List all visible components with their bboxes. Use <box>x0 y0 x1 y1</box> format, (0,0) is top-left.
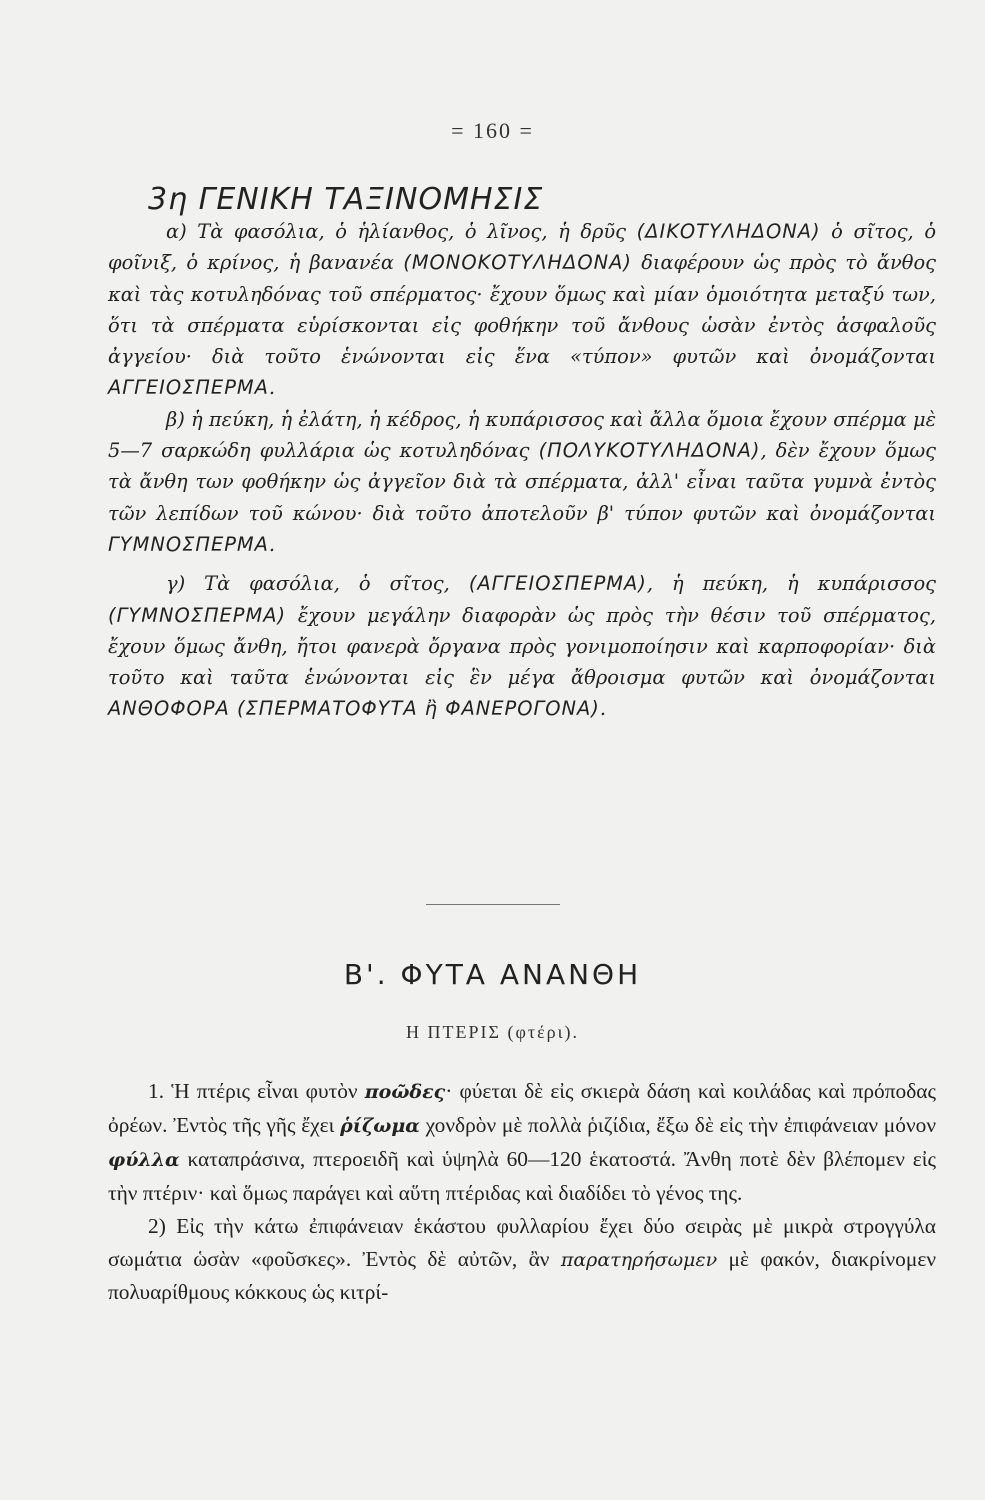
item-b-text-1: β) ἡ πεύκη, ἡ ἐλάτη, ἡ κέδρος, ἡ κυπάρισσος καὶ ἄλλα ὅμοια ἔχουν σπέρμα μὲ 5—7 σαρκώδη φυλλάρια ὡς κοτυληδόνας <box>108 407 936 463</box>
item-b-text-2: , δὲν ἔχουν ὅμως τὰ ἄνθη των φοθήκην ὡς ἀγγεῖον διὰ τὰ σπέρματα, ἀλλ' εἶναι ταῦτα γυμνὰ ἐντὸς τῶν λεπίδων τοῦ κώνου· διὰ τοῦτο ἀποτελοῦν β' τύπον φυτῶν καὶ ὀνομάζονται <box>108 439 936 525</box>
item-a <box>108 216 936 404</box>
part-heading: Β'. ΦΥΤΑ ΑΝΑΝΘΗ <box>343 958 642 991</box>
item-a-text-3: διαφέρουν ὡς πρὸς τὸ ἄνθος καὶ τὰς κοτυληδόνας τοῦ σπέρματος· ἔχουν ὅμως καὶ μίαν ὁμοιότητα μεταξύ των, ὅτι τὰ σπέρματα εὑρίσκονται εἰς φοθήκην τοῦ ἄνθους ὡσὰν ἐντὸς ἀσφαλοῦς ἀγγείου· διὰ τοῦτο ἑνώνονται εἰς ἕνα «τύπον» φυτῶν καὶ ὀνομάζονται <box>108 251 936 369</box>
p1-text-1: 1. Ἡ πτέρις εἶναι φυτὸν <box>148 1079 365 1103</box>
item-b-caps-1: (ΠΟΛΥΚΟΤΥΛΗΔΟΝΑ) <box>538 439 761 463</box>
item-c-text-4: . <box>599 697 607 721</box>
item-b-caps-2: ΓΥΜΝΟΣΠΕΡΜΑ <box>108 532 269 556</box>
item-c-text-1: γ) Τὰ φασόλια, ὁ σῖτος, <box>166 572 469 596</box>
item-c-text-2: , ἡ πεύκη, ἡ κυπάρισσος <box>646 572 937 596</box>
item-a-text-4: . <box>268 376 276 400</box>
classification-text <box>108 216 936 725</box>
p1-emph-2: ῥίζωμα <box>340 1114 420 1137</box>
subheading: Η ΠΤΕΡΙΣ (φτέρι). <box>406 1022 579 1042</box>
item-c-caps-1: (ΑΓΓΕΙΟΣΠΕΡΜΑ) <box>468 572 647 596</box>
item-c-caps-2: (ΓΥΜΝΟΣΠΕΡΜΑ) <box>108 603 287 627</box>
p1-emph-1: ποῶδες <box>364 1081 446 1103</box>
item-a-text-2: ὁ σῖτος, ὁ φοῖνιξ, ὁ κρίνος, ἡ βανανέα <box>108 220 936 275</box>
item-b-text-3: . <box>268 532 276 556</box>
p2-text-2: μὲ φακόν, διακρίνομεν πολυαρίθμους κόκκους ὡς κιτρί- <box>108 1246 936 1305</box>
pteris-text <box>108 1075 936 1309</box>
item-c-text-3: ἔχουν μεγάλην διαφορὰν ὡς πρὸς τὴν θέσιν τοῦ σπέρματος, ἔχουν ὅμως ἄνθη, ἤτοι φανερὰ ὄργανα πρὸς γονιμοποίησιν καὶ καρποφορίαν· διὰ τοῦτο καὶ ταῦτα ἑνώνονται εἰς ἓν μέγα ἄθροισμα φυτῶν καὶ ὀνομάζονται <box>108 603 936 690</box>
page-number: = 160 = <box>451 118 534 143</box>
item-c <box>108 568 936 724</box>
p1-text-2: · φύεται δὲ εἰς σκιερὰ δάση καὶ κοιλάδας καὶ πρόποδας ὀρέων. Ἐντὸς τῆς γῆς ἔχει <box>108 1079 936 1137</box>
p1-text-3: χονδρὸν μὲ πολλὰ ῥιζίδια, ἔξω δὲ εἰς τὴν ἐπιφάνειαν μόνον <box>419 1112 937 1137</box>
p1-emph-3: φύλλα <box>108 1148 180 1171</box>
item-b <box>108 404 936 560</box>
item-a-text-1: α) Τὰ φασόλια, ὁ ἡλίανθος, ὁ λῖνος, ἡ δρῦς <box>166 220 637 243</box>
section-title: 3η ΓΕΝΙΚΗ ΤΑΞΙΝΟΜΗΣΙΣ <box>148 182 544 217</box>
item-a-caps-1: (ΔΙΚΟΤΥΛΗΔΟΝΑ) <box>636 220 821 243</box>
p1-text-5: , πτεροειδῆ καὶ ὑψηλὰ 60—120 ἑκατοστά. Ἄνθη ποτὲ δὲν βλέπομεν εἰς τὴν πτέριν· καὶ ὅμως παράγει καὶ αὕτη πτέριδας καὶ διαδίδει τὸ γένος της. <box>108 1146 936 1205</box>
p1-text-4: καταπράσινα <box>179 1146 300 1171</box>
item-a-caps-2: (ΜΟΝΟΚΟΤΥΛΗΔΟΝΑ) <box>403 251 632 275</box>
paragraph-1 <box>108 1075 936 1210</box>
p2-emph-1: παρατηρήσωμεν <box>560 1248 718 1271</box>
item-c-caps-3: ΑΝΘΟΦΟΡΑ (ΣΠΕΡΜΑΤΟΦΥΤΑ ἢ ΦΑΝΕΡΟΓΟΝΑ) <box>108 697 600 721</box>
paragraph-2 <box>108 1210 936 1310</box>
item-a-caps-3: ΑΓΓΕΙΟΣΠΕΡΜΑ <box>108 376 269 400</box>
section-divider <box>426 904 560 905</box>
p2-text-1: 2) Εἰς τὴν κάτω ἐπιφάνειαν ἑκάστου φυλλαρίου ἔχει δύο σειρὰς μὲ μικρὰ στρογγύλα σωμάτια ὡσὰν «φοῦσκες». Ἐντὸς δὲ αὐτῶν, ἂν <box>108 1213 936 1271</box>
